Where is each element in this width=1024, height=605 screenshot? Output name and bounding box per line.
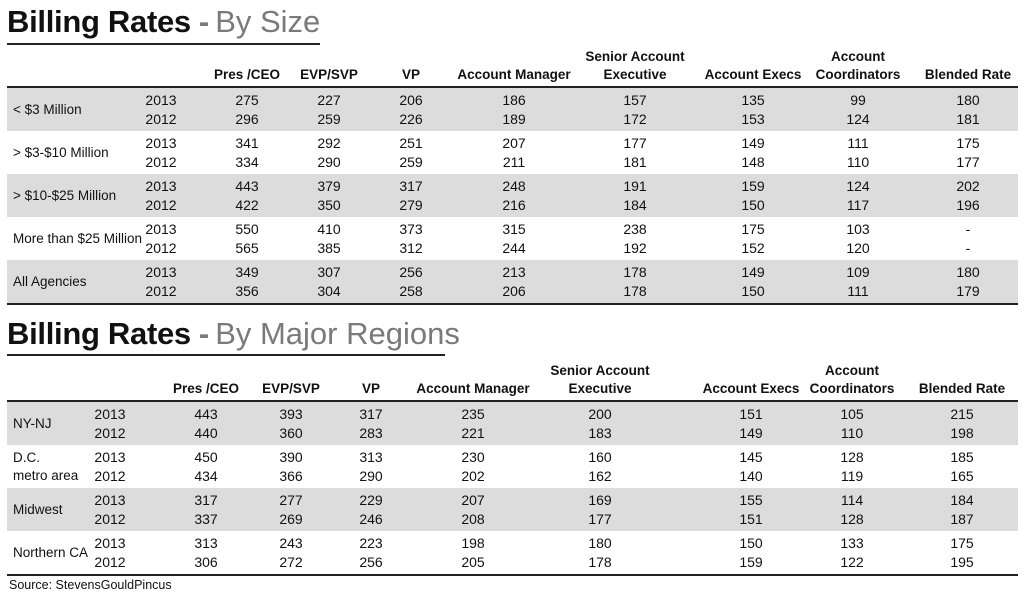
row-group [7, 174, 1018, 217]
value-cell: 206 [502, 283, 526, 299]
value-cell: 172 [623, 111, 647, 127]
year-cell: 2013 [94, 449, 126, 465]
value-cell: 122 [840, 554, 864, 570]
column-header-line2: Account Manager [416, 381, 530, 396]
value-cell: 103 [846, 221, 870, 237]
column-header [403, 380, 543, 398]
value-cell: 244 [502, 240, 526, 256]
value-cell: 312 [399, 240, 423, 256]
value-cell: 155 [739, 492, 763, 508]
value-cell: 275 [235, 92, 259, 108]
title-separator: - [198, 316, 210, 351]
row-group [7, 531, 1018, 574]
value-cell: 191 [623, 178, 647, 194]
source-note: Source: StevensGouldPincus [9, 578, 172, 592]
column-header-line2: EVP/SVP [262, 381, 320, 396]
value-cell: 151 [739, 406, 763, 422]
column-header-line2: Executive [568, 381, 632, 396]
value-cell: 385 [317, 240, 341, 256]
value-cell: 150 [741, 197, 765, 213]
value-cell: 334 [235, 154, 259, 170]
column-header-line2: Pres /CEO [213, 67, 281, 82]
column-header-line2: Coordinators [809, 381, 895, 396]
title-underline [7, 354, 445, 356]
value-cell: 229 [359, 492, 383, 508]
row-group-label-text: More than $25 Million [13, 230, 143, 246]
table-row [7, 220, 1018, 239]
year-cell: 2013 [94, 492, 126, 508]
row-group-label-text: Northern CA [13, 544, 89, 560]
value-cell: 443 [194, 406, 218, 422]
value-cell: 181 [623, 154, 647, 170]
value-cell: 313 [359, 449, 383, 465]
value-cell: 256 [399, 264, 423, 280]
section-title [7, 6, 320, 37]
value-cell: 186 [502, 92, 526, 108]
value-cell: 184 [623, 197, 647, 213]
value-cell: 216 [502, 197, 526, 213]
value-cell: 198 [461, 535, 485, 551]
value-cell: 205 [461, 554, 485, 570]
value-cell: 248 [502, 178, 526, 194]
value-cell: 246 [359, 511, 383, 527]
value-cell: 180 [588, 535, 612, 551]
value-cell: 259 [399, 154, 423, 170]
value-cell: 105 [840, 406, 864, 422]
table-row [7, 110, 1018, 129]
value-cell: 150 [741, 283, 765, 299]
value-cell: 140 [739, 468, 763, 484]
value-cell: 162 [588, 468, 612, 484]
value-cell: 183 [588, 425, 612, 441]
row-group [7, 402, 1018, 445]
table-row [7, 91, 1018, 110]
value-cell: 206 [399, 92, 423, 108]
column-header-line2: Account Manager [457, 67, 571, 82]
value-cell: 111 [847, 283, 869, 299]
title-subtitle: By Major Regions [215, 316, 460, 351]
value-cell: 315 [502, 221, 526, 237]
title-main: Billing Rates [7, 4, 191, 39]
value-cell: 235 [461, 406, 485, 422]
value-cell: - [965, 240, 971, 256]
table-row [7, 424, 1018, 443]
year-cell: 2013 [145, 221, 177, 237]
value-cell: 390 [279, 449, 303, 465]
value-cell: 185 [950, 449, 974, 465]
value-cell: 175 [950, 535, 974, 551]
value-cell: 379 [317, 178, 341, 194]
value-cell: 565 [235, 240, 259, 256]
value-cell: 356 [235, 283, 259, 299]
value-cell: 211 [502, 154, 526, 170]
row-group [7, 260, 1018, 303]
row-group [7, 217, 1018, 260]
value-cell: 165 [950, 468, 974, 484]
row-group-label-text: > $10-$25 Million [13, 187, 117, 203]
column-header-line2: VP [361, 381, 380, 396]
row-group-label-text: Midwest [13, 501, 63, 517]
value-cell: 119 [840, 468, 864, 484]
title-subtitle: By Size [215, 4, 321, 39]
value-cell: 227 [317, 92, 341, 108]
value-cell: 251 [399, 135, 423, 151]
table-header [7, 358, 1018, 400]
value-cell: 349 [235, 264, 259, 280]
value-cell: 110 [846, 154, 870, 170]
value-cell: 434 [194, 468, 218, 484]
value-cell: 290 [359, 468, 383, 484]
column-header [444, 66, 584, 84]
value-cell: 317 [359, 406, 383, 422]
year-cell: 2012 [94, 511, 126, 527]
value-cell: 259 [317, 111, 341, 127]
value-cell: 306 [194, 554, 218, 570]
row-group [7, 488, 1018, 531]
section-title [7, 318, 460, 349]
value-cell: 175 [956, 135, 980, 151]
table-bottom-rule [7, 574, 1018, 576]
year-cell: 2013 [145, 178, 177, 194]
column-header-line2: Account Execs [702, 381, 800, 396]
value-cell: 230 [461, 449, 485, 465]
value-cell: 410 [317, 221, 341, 237]
value-cell: 269 [279, 511, 303, 527]
value-cell: 149 [741, 264, 765, 280]
value-cell: 550 [235, 221, 259, 237]
value-cell: 422 [235, 197, 259, 213]
table-row [7, 467, 1018, 486]
year-cell: 2012 [145, 283, 177, 299]
column-header-line2: Blended Rate [924, 67, 1012, 82]
year-cell: 2013 [145, 264, 177, 280]
value-cell: 159 [741, 178, 765, 194]
value-cell: 180 [956, 92, 980, 108]
value-cell: 393 [279, 406, 303, 422]
year-cell: 2012 [145, 111, 177, 127]
value-cell: 145 [739, 449, 763, 465]
table-row [7, 534, 1018, 553]
value-cell: 207 [461, 492, 485, 508]
value-cell: 226 [399, 111, 423, 127]
value-cell: 200 [588, 406, 612, 422]
value-cell: 187 [950, 511, 974, 527]
column-header-line2: Coordinators [815, 67, 901, 82]
value-cell: 290 [317, 154, 341, 170]
value-cell: 440 [194, 425, 218, 441]
value-cell: 292 [317, 135, 341, 151]
value-cell: 99 [850, 92, 866, 108]
column-header-line1: Account [825, 363, 879, 378]
year-cell: 2013 [94, 535, 126, 551]
value-cell: 256 [359, 554, 383, 570]
table-row [7, 553, 1018, 572]
table-row [7, 239, 1018, 258]
column-header-line2: EVP/SVP [300, 67, 358, 82]
year-cell: 2012 [145, 240, 177, 256]
year-cell: 2012 [145, 154, 177, 170]
table-row [7, 405, 1018, 424]
value-cell: 124 [846, 111, 870, 127]
value-cell: 341 [235, 135, 259, 151]
year-cell: 2012 [145, 197, 177, 213]
table-row [7, 134, 1018, 153]
table-row [7, 510, 1018, 529]
year-cell: 2013 [145, 92, 177, 108]
value-cell: 153 [741, 111, 765, 127]
row-group-label-text: < $3 Million [13, 101, 82, 117]
value-cell: 243 [279, 535, 303, 551]
value-cell: 124 [846, 178, 870, 194]
table-row [7, 196, 1018, 215]
title-main: Billing Rates [7, 316, 191, 351]
value-cell: 178 [588, 554, 612, 570]
value-cell: 296 [235, 111, 259, 127]
column-header [892, 380, 1024, 398]
value-cell: 135 [741, 92, 765, 108]
row-group-label-text: > $3-$10 Million [13, 144, 109, 160]
row-group [7, 445, 1018, 488]
value-cell: 196 [956, 197, 980, 213]
value-cell: 202 [461, 468, 485, 484]
value-cell: 160 [588, 449, 612, 465]
value-cell: 443 [235, 178, 259, 194]
column-header-line1: Senior Account [585, 49, 685, 64]
value-cell: 177 [623, 135, 647, 151]
column-header-line1: Account [831, 49, 885, 64]
row-group-label-text: NY-NJ [13, 415, 52, 431]
value-cell: 189 [502, 111, 526, 127]
value-cell: 180 [956, 264, 980, 280]
value-cell: 258 [399, 283, 423, 299]
value-cell: 157 [623, 92, 647, 108]
year-cell: 2013 [145, 135, 177, 151]
table-header [7, 46, 1018, 86]
column-header-line2: Pres /CEO [172, 381, 240, 396]
value-cell: 208 [461, 511, 485, 527]
row-group [7, 88, 1018, 131]
column-header [530, 362, 670, 398]
value-cell: 198 [950, 425, 974, 441]
year-cell: 2012 [94, 468, 126, 484]
value-cell: 133 [840, 535, 864, 551]
value-cell: 151 [739, 511, 763, 527]
table-row [7, 153, 1018, 172]
value-cell: 238 [623, 221, 647, 237]
column-header [898, 66, 1024, 84]
column-header-line2: VP [401, 67, 420, 82]
value-cell: 283 [359, 425, 383, 441]
row-group-label-text: D.C. metro area [13, 449, 79, 483]
value-cell: - [965, 221, 971, 237]
value-cell: 366 [279, 468, 303, 484]
value-cell: 177 [956, 154, 980, 170]
value-cell: 177 [588, 511, 612, 527]
table-row [7, 177, 1018, 196]
value-cell: 152 [741, 240, 765, 256]
value-cell: 169 [588, 492, 612, 508]
value-cell: 317 [399, 178, 423, 194]
value-cell: 304 [317, 283, 341, 299]
table-row [7, 263, 1018, 282]
year-cell: 2013 [94, 406, 126, 422]
column-header-line1: Senior Account [550, 363, 650, 378]
table-row [7, 282, 1018, 301]
value-cell: 159 [739, 554, 763, 570]
value-cell: 360 [279, 425, 303, 441]
value-cell: 207 [502, 135, 526, 151]
value-cell: 277 [279, 492, 303, 508]
value-cell: 114 [840, 492, 864, 508]
value-cell: 307 [317, 264, 341, 280]
value-cell: 202 [956, 178, 980, 194]
value-cell: 215 [950, 406, 974, 422]
row-group [7, 131, 1018, 174]
title-separator: - [198, 4, 210, 39]
value-cell: 192 [623, 240, 647, 256]
value-cell: 373 [399, 221, 423, 237]
table-row [7, 448, 1018, 467]
value-cell: 317 [194, 492, 218, 508]
value-cell: 178 [623, 283, 647, 299]
value-cell: 272 [279, 554, 303, 570]
table-bottom-rule [7, 303, 1018, 305]
title-underline [7, 43, 320, 45]
value-cell: 279 [399, 197, 423, 213]
value-cell: 111 [847, 135, 869, 151]
value-cell: 110 [840, 425, 864, 441]
value-cell: 337 [194, 511, 218, 527]
value-cell: 128 [840, 449, 864, 465]
year-cell: 2012 [94, 425, 126, 441]
value-cell: 175 [741, 221, 765, 237]
value-cell: 213 [502, 264, 526, 280]
value-cell: 223 [359, 535, 383, 551]
row-group-label-text: All Agencies [13, 273, 87, 289]
value-cell: 184 [950, 492, 974, 508]
value-cell: 117 [846, 197, 870, 213]
value-cell: 128 [840, 511, 864, 527]
value-cell: 313 [194, 535, 218, 551]
value-cell: 181 [956, 111, 980, 127]
value-cell: 179 [956, 283, 980, 299]
value-cell: 149 [741, 135, 765, 151]
year-cell: 2012 [94, 554, 126, 570]
value-cell: 350 [317, 197, 341, 213]
value-cell: 195 [950, 554, 974, 570]
value-cell: 178 [623, 264, 647, 280]
value-cell: 120 [846, 240, 870, 256]
table-row [7, 491, 1018, 510]
column-header-line2: Blended Rate [918, 381, 1006, 396]
column-header-line2: Account Execs [704, 67, 802, 82]
value-cell: 149 [739, 425, 763, 441]
value-cell: 109 [846, 264, 870, 280]
value-cell: 148 [741, 154, 765, 170]
value-cell: 450 [194, 449, 218, 465]
value-cell: 221 [461, 425, 485, 441]
value-cell: 150 [739, 535, 763, 551]
column-header-line2: Executive [603, 67, 667, 82]
